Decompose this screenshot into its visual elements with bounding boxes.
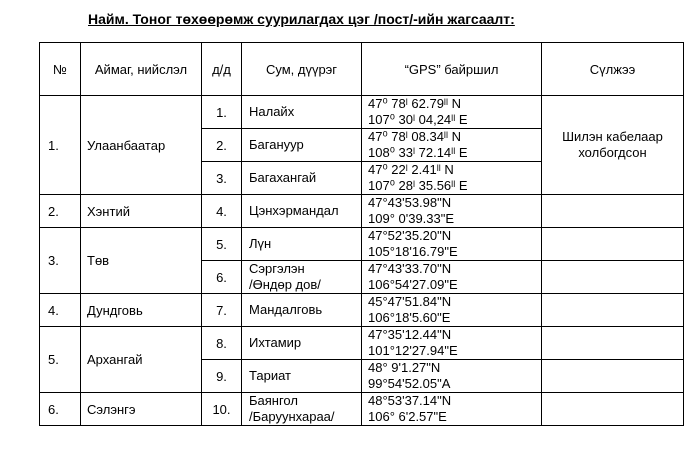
row-gps (362, 261, 542, 294)
gps-lat: 47°43'33.70"N (368, 261, 452, 276)
row-dd: 7. (202, 294, 242, 327)
group-number: 1. (40, 96, 81, 195)
row-dd: 9. (202, 360, 242, 393)
table-header-row (40, 43, 684, 96)
row-dd: 5. (202, 228, 242, 261)
row-sum: Тариат (242, 360, 362, 393)
gps-lon: 106° 6'2.57"E (368, 409, 447, 424)
row-gps (362, 228, 542, 261)
network-cell (542, 195, 684, 228)
group-number: 4. (40, 294, 81, 327)
network-cell (542, 228, 684, 261)
group-aimag: Сэлэнгэ (81, 393, 202, 426)
row-gps (362, 360, 542, 393)
sum-line: /Баруунхараа/ (249, 409, 335, 424)
group-aimag: Хэнтий (81, 195, 202, 228)
header-no: № (40, 43, 81, 96)
row-sum: Цэнхэрмандал (242, 195, 362, 228)
table-row (40, 327, 684, 360)
network-cell (542, 393, 684, 426)
gps-lat: 48° 9'1.27"N (368, 360, 441, 375)
row-gps (362, 393, 542, 426)
gps-lon: 107⁰ 30ˡ 04,24ˡˡ E (368, 112, 468, 127)
gps-lat: 47°35'12.44"N (368, 327, 452, 342)
gps-lon: 109° 0'39.33"E (368, 211, 455, 226)
row-dd: 10. (202, 393, 242, 426)
gps-lon: 106°54'27.09"E (368, 277, 458, 292)
network-cell (542, 294, 684, 327)
group-aimag: Улаанбаатар (81, 96, 202, 195)
row-gps (362, 162, 542, 195)
row-dd: 4. (202, 195, 242, 228)
table-row (40, 228, 684, 261)
row-sum: Багануур (242, 129, 362, 162)
network-line: холбогдсон (578, 145, 647, 160)
header-network: Сүлжээ (542, 43, 684, 96)
group-aimag: Төв (81, 228, 202, 294)
network-cell (542, 261, 684, 294)
table-row (40, 195, 684, 228)
gps-lat: 45°47'51.84"N (368, 294, 452, 309)
group-number: 3. (40, 228, 81, 294)
group-aimag: Дундговь (81, 294, 202, 327)
gps-lat: 48°53'37.14"N (368, 393, 452, 408)
network-line: Шилэн кабелаар (562, 129, 663, 144)
row-gps (362, 294, 542, 327)
table-row (40, 96, 684, 129)
gps-lon: 108⁰ 33ˡ 72.14ˡˡ E (368, 145, 468, 160)
row-dd: 2. (202, 129, 242, 162)
group-aimag: Архангай (81, 327, 202, 393)
gps-lat: 47⁰ 78ˡ 62.79ˡˡ N (368, 96, 462, 111)
row-dd: 3. (202, 162, 242, 195)
row-gps (362, 129, 542, 162)
page-title: Найм. Тоног төхөөрөмж суурилагдах цэг /пост/-ийн жагсаалт: (88, 11, 515, 27)
row-dd: 8. (202, 327, 242, 360)
sum-line: Сэргэлэн (249, 261, 305, 276)
header-dd: д/д (202, 43, 242, 96)
network-cell (542, 327, 684, 360)
row-sum: Налайх (242, 96, 362, 129)
station-table (39, 42, 684, 426)
group-number: 5. (40, 327, 81, 393)
gps-lon: 101°12'27.94"E (368, 343, 458, 358)
row-sum (242, 261, 362, 294)
group-number: 2. (40, 195, 81, 228)
header-sum: Сум, дүүрэг (242, 43, 362, 96)
sum-line: /Өндөр дов/ (249, 277, 321, 292)
row-sum: Мандалговь (242, 294, 362, 327)
gps-lat: 47°43'53.98"N (368, 195, 452, 210)
table-row (40, 294, 684, 327)
row-sum: Багахангай (242, 162, 362, 195)
gps-lat: 47⁰ 22ˡ 2.41ˡˡ N (368, 162, 454, 177)
group-number: 6. (40, 393, 81, 426)
row-gps (362, 96, 542, 129)
gps-lat: 47°52'35.20"N (368, 228, 452, 243)
row-dd: 1. (202, 96, 242, 129)
sum-line: Баянгол (249, 393, 298, 408)
gps-lon: 99°54'52.05"A (368, 376, 451, 391)
row-gps (362, 327, 542, 360)
network-cell (542, 360, 684, 393)
gps-lon: 107⁰ 28ˡ 35.56ˡˡ E (368, 178, 468, 193)
row-gps (362, 195, 542, 228)
header-aimag: Аймаг, нийслэл (81, 43, 202, 96)
row-dd: 6. (202, 261, 242, 294)
gps-lon: 105°18'16.79"E (368, 244, 458, 259)
gps-lat: 47⁰ 78ˡ 08.34ˡˡ N (368, 129, 462, 144)
row-sum: Лүн (242, 228, 362, 261)
gps-lon: 106°18'5.60"E (368, 310, 451, 325)
row-sum (242, 393, 362, 426)
network-cell (542, 96, 684, 195)
header-gps: “GPS” байршил (362, 43, 542, 96)
row-sum: Ихтамир (242, 327, 362, 360)
table-row (40, 393, 684, 426)
